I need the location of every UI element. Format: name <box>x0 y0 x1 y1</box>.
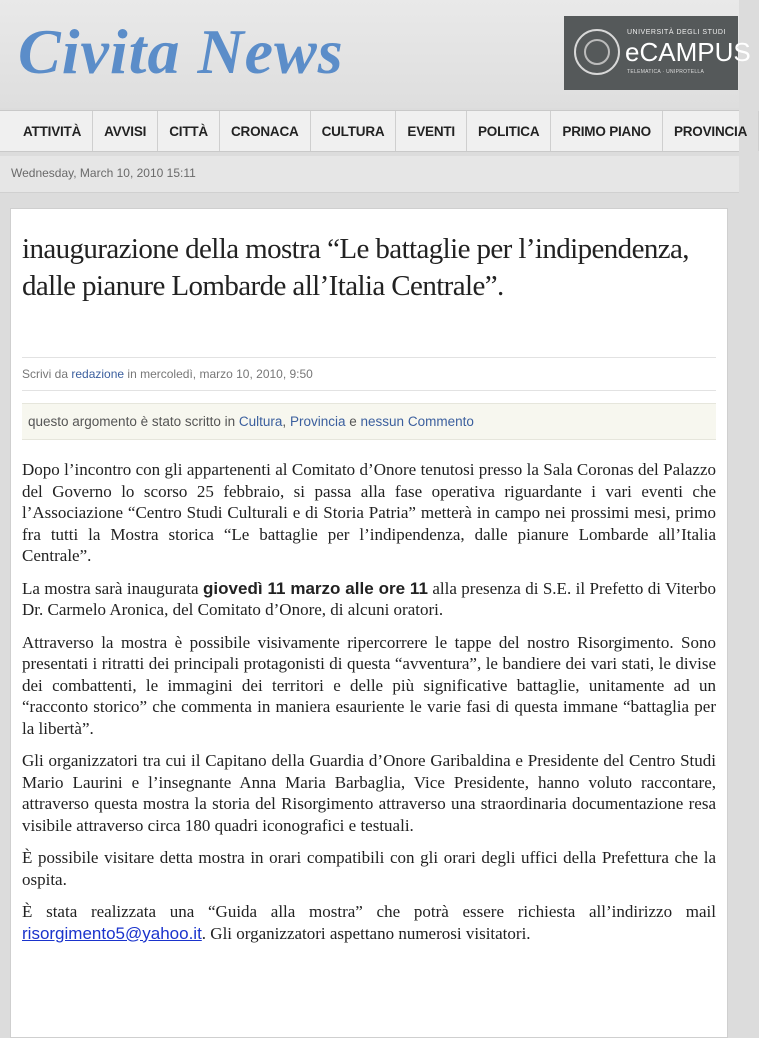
paragraph <box>22 901 716 944</box>
category-prefix: questo argomento è stato scritto in <box>28 414 236 429</box>
nav-item-attivita[interactable]: ATTIVITÀ <box>12 111 93 151</box>
email-link[interactable]: risorgimento5@yahoo.it <box>22 923 202 943</box>
paragraph: È possibile visitare detta mostra in orari compatibili con gli orari degli uffici della Prefettura che la ospita. <box>22 848 716 889</box>
divider <box>22 357 716 358</box>
nav-item-politica[interactable]: POLITICA <box>467 111 551 151</box>
sponsor-tagline: TELEMATICA · UNIPROTELLA <box>627 69 705 75</box>
sponsor-top-line: UNIVERSITÀ DEGLI STUDI <box>627 29 726 36</box>
category-separator: , <box>282 414 287 429</box>
article <box>10 208 728 1038</box>
byline-prefix: Scrivi da <box>22 367 69 381</box>
category-box <box>22 403 716 440</box>
category-link-cultura[interactable]: Cultura <box>238 414 283 429</box>
nav-item-avvisi[interactable]: AVVISI <box>93 111 158 151</box>
current-date: Wednesday, March 10, 2010 15:11 <box>11 166 196 180</box>
article-title[interactable]: inaugurazione della mostra “Le battaglie per l’indipendenza, dalle pianure Lombarde all’Italia Centrale”. <box>22 233 689 302</box>
site-logo[interactable]: Civita News <box>18 16 344 87</box>
paragraph-text: alla presenza di S.E. il Prefetto di Viterbo Dr. Carmelo Aronica, del Comitato d’Onore, di alcuni oratori. <box>22 578 717 619</box>
byline-date: in mercoledì, marzo 10, 2010, 9:50 <box>127 367 313 381</box>
nav-item-citta[interactable]: CITTÀ <box>158 111 220 151</box>
ecampus-banner[interactable] <box>564 16 751 90</box>
nav-item-provincia[interactable]: PROVINCIA <box>663 111 759 151</box>
date-bar <box>0 156 739 193</box>
article-byline <box>22 367 313 381</box>
paragraph: Gli organizzatori tra cui il Capitano della Guardia d’Onore Garibaldina e Presidente del Centro Studi Mario Laurini e l’insegnante Anna Maria Barbaglia, Vice Presidente, hanno voluto raccontare, attraverso questa mostra la storia del Risorgimento attraverso una straordinaria documentazione resa visibile attraverso circa 180 quadri iconografici e testuali. <box>22 751 716 835</box>
category-link-provincia[interactable]: Provincia <box>289 414 346 429</box>
category-separator: e <box>349 414 357 429</box>
university-seal-icon <box>574 29 620 75</box>
site-header <box>0 0 751 108</box>
nav-item-primo-piano[interactable]: PRIMO PIANO <box>551 111 663 151</box>
paragraph-text: La mostra sarà inaugurata <box>22 578 199 598</box>
paragraph-text: . Gli organizzatori aspettano numerosi visitatori. <box>201 923 531 943</box>
event-date-highlight: giovedì 11 marzo alle ore 11 <box>203 578 428 598</box>
paragraph: Attraverso la mostra è possibile visivamente ripercorrere le tappe del nostro Risorgimento. Sono presentati i ritratti dei principali protagonisti di questa “avventura”, le bandiere dei vari stati, le divise dei combattenti, le immagini dei territori e delle più significative battaglie, unitamente ad un “racconto storico” che commenta in maniera esauriente le varie fasi di questa immane “battaglia per la libertà”. <box>22 632 716 738</box>
sponsor-brand: eCAMPUS <box>625 37 751 67</box>
nav-item-cultura[interactable]: CULTURA <box>311 111 397 151</box>
divider <box>22 390 716 391</box>
article-body <box>22 459 716 955</box>
comments-link[interactable]: nessun Commento <box>360 414 474 429</box>
main-nav <box>0 110 748 152</box>
paragraph <box>22 578 716 621</box>
nav-item-eventi[interactable]: EVENTI <box>396 111 467 151</box>
author-link[interactable]: redazione <box>71 367 125 381</box>
nav-item-cronaca[interactable]: CRONACA <box>220 111 311 151</box>
paragraph-text: È stata realizzata una “Guida alla mostra” che potrà essere richiesta all’indirizzo mail <box>22 902 716 921</box>
paragraph: Dopo l’incontro con gli appartenenti al Comitato d’Onore tenutosi presso la Sala Coronas del Palazzo del Governo lo scorso 25 febbraio, si passa alla fase operativa riguardante i vari eventi che l’Associazione “Centro Studi Culturali e di Storia Patria” metterà in campo nei prossimi mesi, primo fra tutti la Mostra storica “Le battaglie per l’indipendenza, dalle pianure Lombarde all’Italia Centrale”. <box>22 460 716 565</box>
